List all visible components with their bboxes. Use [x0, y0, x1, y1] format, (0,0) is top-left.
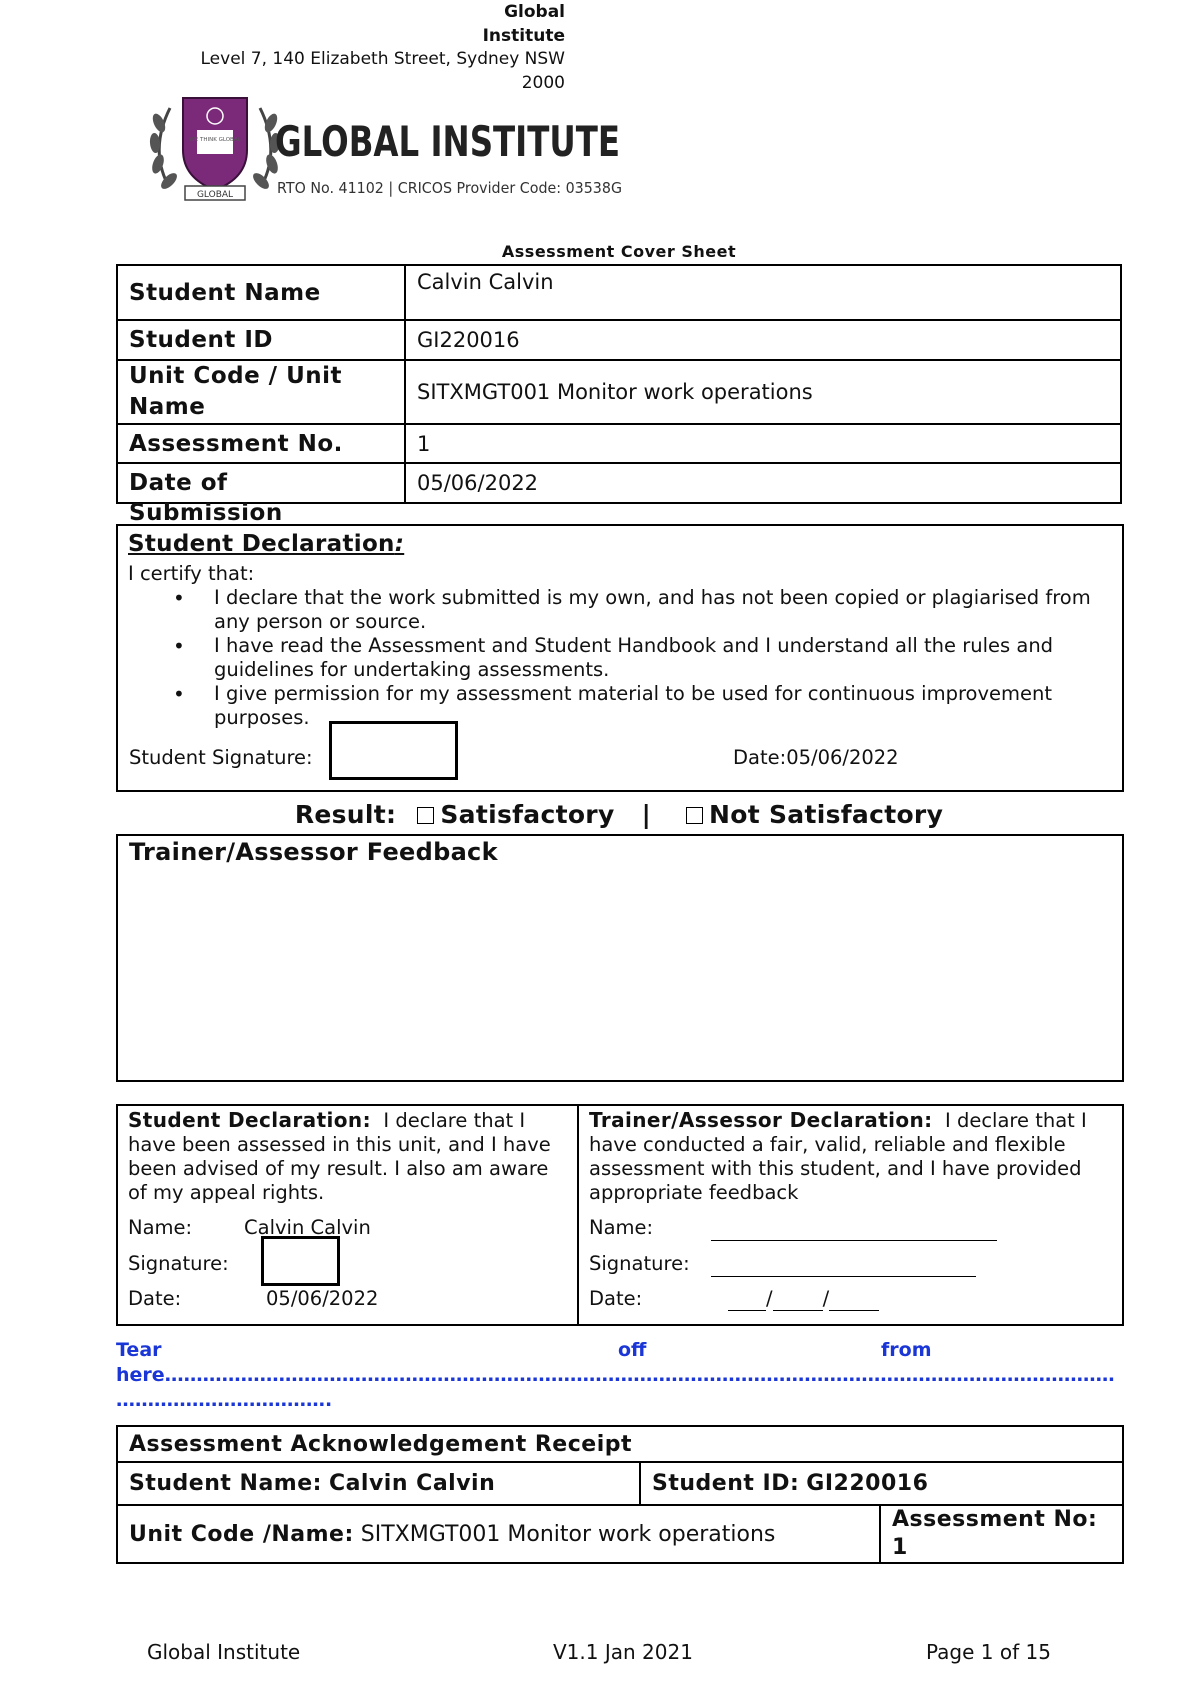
result-separator: |: [641, 800, 651, 829]
signature-label: Signature:: [128, 1252, 229, 1275]
footer-center: V1.1 Jan 2021: [553, 1640, 693, 1664]
satisfactory-checkbox[interactable]: [417, 807, 434, 824]
result-line: [116, 800, 1122, 829]
declaration-intro: I certify that:: [128, 562, 255, 585]
logo-subtitle: RTO No. 41102 | CRICOS Provider Code: 03538G: [277, 179, 622, 197]
student-final-declaration-text: I declare that I have been assessed in this unit, and I have been advised of my result. I also am aware of my appeal rights.: [128, 1109, 551, 1204]
table-row: [117, 1505, 1123, 1563]
not-satisfactory-label: Not Satisfactory: [709, 800, 944, 829]
trainer-declaration-heading: Trainer/Assessor Declaration:: [589, 1108, 933, 1132]
receipt-student-name: Student Name: Calvin Calvin: [117, 1462, 640, 1505]
student-signature-label: Student Signature:: [129, 746, 313, 769]
list-item: • I give permission for my assessment material to be used for continuous improvement purposes.: [128, 682, 1112, 730]
name-label: Name:: [128, 1216, 193, 1239]
shield-motto: WE THINK GLOBAL: [189, 137, 241, 143]
unit-label: Unit Code / Unit Name: [117, 360, 405, 424]
student-name-value: Calvin Calvin: [244, 1216, 371, 1239]
table-row: [117, 1462, 1123, 1505]
student-declaration-heading: Student Declaration: [128, 531, 395, 557]
address-line1: Level 7, 140 Elizabeth Street, Sydney NSW: [200, 49, 565, 69]
receipt-title: Assessment Acknowledgement Receipt: [117, 1426, 1123, 1462]
date-value: 05/06/2022: [786, 746, 899, 769]
table-row: [117, 463, 1121, 503]
student-id-label: Student ID: [117, 320, 405, 360]
submission-date-value: 05/06/2022: [405, 463, 1121, 503]
footer-left: Global Institute: [147, 1640, 301, 1664]
trainer-declaration-text: I declare that I have conducted a fair, valid, reliable and flexible assessment with this student, and I have provided appropriate feedback: [589, 1109, 1087, 1204]
institute-name-header: [400, 0, 565, 48]
tear-off-word2: off: [618, 1339, 647, 1361]
trainer-feedback-heading: Trainer/Assessor Feedback: [129, 838, 498, 866]
table-row: [117, 1426, 1123, 1462]
receipt-unit: Unit Code /Name: SITXMGT001 Monitor work operations: [117, 1505, 880, 1563]
footer-right: Page 1 of 15: [926, 1640, 1051, 1664]
receipt-assessment-no: Assessment No: 1: [880, 1505, 1123, 1563]
unit-value: SITXMGT001 Monitor work operations: [405, 360, 1121, 424]
student-name-value: Calvin Calvin: [405, 265, 1121, 320]
student-declaration-box: [116, 524, 1124, 792]
table-row: [117, 424, 1121, 463]
trainer-declaration: [589, 1108, 1119, 1205]
trainer-date-field[interactable]: [728, 1287, 879, 1311]
submission-date-label: Date of Submission: [129, 470, 283, 526]
student-signature-box[interactable]: [329, 721, 458, 780]
student-declaration-date: [733, 746, 899, 770]
trainer-name-field[interactable]: [711, 1220, 997, 1241]
not-satisfactory-checkbox[interactable]: [686, 807, 703, 824]
acknowledgement-receipt: [116, 1425, 1124, 1564]
institute-address: [150, 47, 565, 93]
list-item: • I have read the Assessment and Student Handbook and I understand all the rules and guidelines for undertaking assessments.: [128, 634, 1112, 682]
date-label: Date:: [128, 1287, 182, 1310]
student-final-declaration-heading: Student Declaration:: [128, 1108, 371, 1132]
trainer-feedback-box[interactable]: [116, 834, 1124, 1082]
table-row: [117, 320, 1121, 360]
tear-off-line: here……………………………………………………………………………………………………………………………………: [116, 1364, 1115, 1386]
institute-name-line1: Global: [504, 2, 565, 22]
list-item: • I declare that the work submitted is my own, and has not been copied or plagiarised from any person or source.: [128, 586, 1112, 634]
date-separator: /: [822, 1287, 830, 1310]
student-final-declaration: [128, 1108, 568, 1205]
signature-label: Signature:: [589, 1252, 690, 1275]
trainer-signature-field[interactable]: [711, 1256, 976, 1277]
logo-wordmark: GLOBAL INSTITUTE: [275, 117, 620, 166]
date-label: Date:: [733, 746, 787, 769]
tear-off-word1: Tear: [116, 1339, 162, 1361]
student-id-value: GI220016: [405, 320, 1121, 360]
date-label: Date:: [589, 1287, 643, 1310]
logo-badge-text: GLOBAL: [196, 190, 234, 200]
student-name-label: Student Name: [117, 265, 405, 320]
tear-off-line-end: …………………………….: [116, 1389, 333, 1411]
student-final-date: 05/06/2022: [266, 1287, 379, 1310]
result-label: Result:: [294, 800, 397, 829]
assessment-no-label: Assessment No.: [117, 424, 405, 463]
document-title: Assessment Cover Sheet: [501, 242, 737, 261]
student-final-signature-box[interactable]: [261, 1236, 340, 1286]
assessment-no-value: 1: [405, 424, 1121, 463]
table-row: [117, 360, 1121, 424]
satisfactory-label: Satisfactory: [440, 800, 615, 829]
date-separator: /: [766, 1287, 773, 1310]
receipt-student-id: Student ID: GI220016: [640, 1462, 1123, 1505]
address-line2: 2000: [521, 73, 565, 93]
table-row: [117, 265, 1121, 320]
global-institute-logo: [145, 88, 685, 213]
heading-colon: :: [394, 531, 405, 557]
institute-name-line2: Institute: [482, 26, 565, 46]
tear-off-word3: from: [881, 1339, 932, 1361]
student-name-line: [128, 1216, 192, 1240]
bottom-declarations: [116, 1104, 1124, 1326]
student-info-table: [116, 264, 1122, 526]
name-label: Name:: [589, 1216, 654, 1239]
